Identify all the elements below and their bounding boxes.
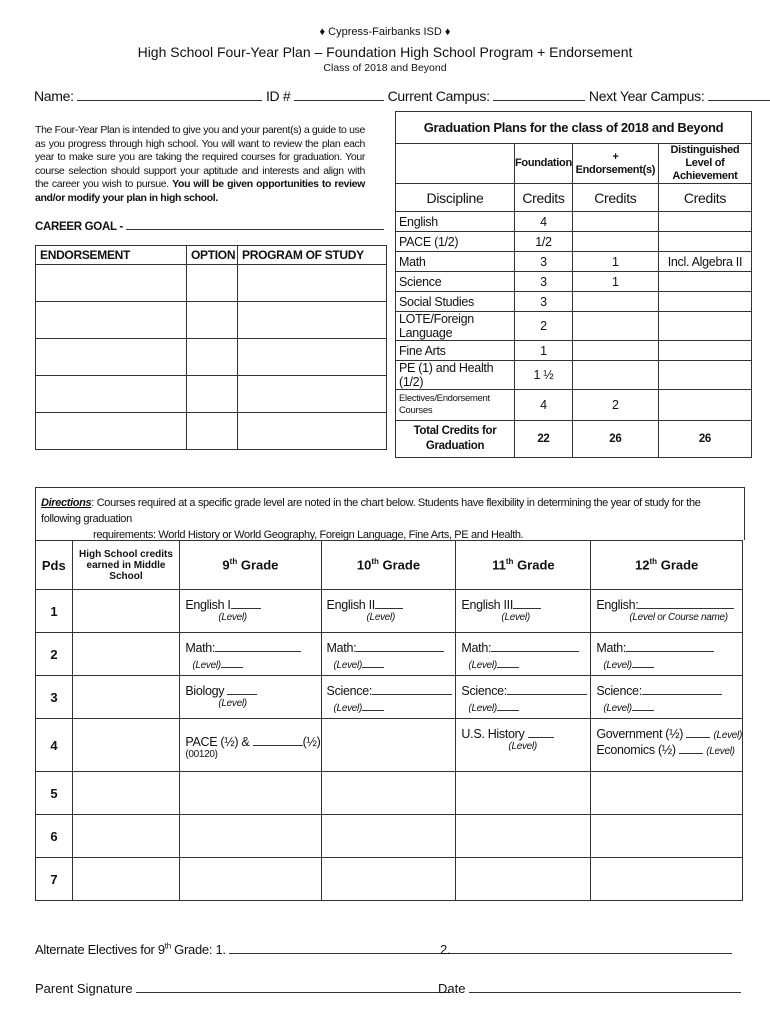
graduation-row bbox=[396, 212, 752, 232]
discipline-cell: PE (1) and Health (1/2) bbox=[396, 361, 515, 390]
intro-bold-text: You will be given opportunities to review and/or modify your plan in high school. bbox=[35, 178, 365, 204]
graduation-plans-table bbox=[395, 111, 752, 458]
date-line: Date bbox=[438, 980, 741, 996]
endorsement-credit-cell bbox=[572, 232, 658, 252]
grade-11-cell[interactable]: English III (Level) bbox=[456, 590, 591, 633]
directions-body-2: requirements: World History or World Geography, Foreign Language, Fine Arts, PE and Health. bbox=[93, 529, 524, 541]
blank-header-cell bbox=[396, 144, 515, 184]
option-cell[interactable] bbox=[187, 339, 238, 376]
endorsement-header: ENDORSEMENT bbox=[36, 246, 187, 265]
document-subtitle: Class of 2018 and Beyond bbox=[323, 62, 447, 74]
discipline-cell: Science bbox=[396, 272, 515, 292]
option-cell[interactable] bbox=[187, 413, 238, 450]
graduation-row bbox=[396, 361, 752, 390]
program-cell[interactable] bbox=[238, 413, 387, 450]
distinguished-credit-cell bbox=[658, 272, 751, 292]
distinguished-credit-cell bbox=[658, 312, 751, 341]
name-field[interactable] bbox=[77, 88, 262, 101]
directions-label: Directions bbox=[41, 497, 92, 509]
endorsement-row bbox=[36, 265, 387, 302]
period-row bbox=[36, 633, 743, 676]
graduation-row bbox=[396, 312, 752, 341]
program-cell[interactable] bbox=[238, 339, 387, 376]
period-row bbox=[36, 590, 743, 633]
hs-credits-header: High School credits earned in Middle School bbox=[72, 541, 180, 590]
program-cell[interactable] bbox=[238, 376, 387, 413]
electives-label: Electives/Endorsement Courses bbox=[396, 390, 515, 421]
intro-paragraph bbox=[35, 124, 365, 205]
grade-10-cell[interactable] bbox=[321, 858, 456, 901]
total-distinguished: 26 bbox=[658, 421, 751, 458]
grade-12-cell[interactable]: Math: (Level) bbox=[591, 633, 743, 676]
option-cell[interactable] bbox=[187, 302, 238, 339]
grade-9-cell[interactable]: Math: (Level) bbox=[180, 633, 321, 676]
discipline-cell: English bbox=[396, 212, 515, 232]
period-row bbox=[36, 772, 743, 815]
foundation-credit-cell: 3 bbox=[515, 272, 573, 292]
grade-10-cell[interactable] bbox=[321, 719, 456, 772]
total-endorsement: 26 bbox=[572, 421, 658, 458]
foundation-credit-cell: 3 bbox=[515, 252, 573, 272]
graduation-table-title: Graduation Plans for the class of 2018 and Beyond bbox=[396, 112, 752, 144]
grade-9-header: 9th Grade bbox=[180, 541, 321, 590]
grade-11-cell[interactable]: Science: (Level) bbox=[456, 676, 591, 719]
directions-box bbox=[35, 487, 745, 540]
endorsement-cell[interactable] bbox=[36, 376, 187, 413]
alternate-electives-line: Alternate Electives for 9th Grade: 1. bbox=[35, 941, 461, 957]
distinguished-credit-cell bbox=[658, 232, 751, 252]
period-row bbox=[36, 676, 743, 719]
endorsement-cell[interactable] bbox=[36, 413, 187, 450]
grade-9-cell[interactable]: English I (Level) bbox=[180, 590, 321, 633]
grade-9-cell[interactable] bbox=[180, 815, 321, 858]
grade-9-cell[interactable] bbox=[180, 858, 321, 901]
grade-12-header: 12th Grade bbox=[591, 541, 743, 590]
graduation-row bbox=[396, 341, 752, 361]
option-header: OPTION bbox=[187, 246, 238, 265]
grade-12-cell[interactable] bbox=[591, 772, 743, 815]
period-number: 4 bbox=[36, 719, 73, 772]
grade-11-header: 11th Grade bbox=[456, 541, 591, 590]
career-goal-label: CAREER GOAL - bbox=[35, 221, 123, 233]
grade-9-cell[interactable]: Biology (Level) bbox=[180, 676, 321, 719]
foundation-credit-cell: 1 ½ bbox=[515, 361, 573, 390]
electives-foundation: 4 bbox=[515, 390, 573, 421]
discipline-cell: Social Studies bbox=[396, 292, 515, 312]
period-row bbox=[36, 858, 743, 901]
alt-elective-2-field[interactable] bbox=[454, 941, 732, 954]
distinguished-credit-cell bbox=[658, 361, 751, 390]
distinguished-header: Distinguished Level of Achievement bbox=[658, 144, 751, 184]
discipline-cell: Fine Arts bbox=[396, 341, 515, 361]
hs-credit-cell[interactable] bbox=[72, 858, 180, 901]
name-label: Name: bbox=[34, 88, 74, 104]
period-number: 5 bbox=[36, 772, 73, 815]
endorsement-cell[interactable] bbox=[36, 265, 187, 302]
distinguished-credit-cell bbox=[658, 292, 751, 312]
graduation-row bbox=[396, 292, 752, 312]
foundation-header: Foundation bbox=[515, 144, 573, 184]
grade-10-cell[interactable]: Math: (Level) bbox=[321, 633, 456, 676]
foundation-credit-cell: 4 bbox=[515, 212, 573, 232]
document-title: High School Four-Year Plan – Foundation High School Program + Endorsement bbox=[137, 44, 633, 60]
endorsement-credit-cell: 1 bbox=[572, 252, 658, 272]
four-year-grade-table bbox=[35, 540, 743, 901]
grade-10-cell[interactable] bbox=[321, 815, 456, 858]
pds-header: Pds bbox=[36, 541, 73, 590]
foundation-credit-cell: 3 bbox=[515, 292, 573, 312]
electives-distinguished bbox=[658, 390, 751, 421]
endorsement-credit-cell bbox=[572, 361, 658, 390]
graduation-row bbox=[396, 252, 752, 272]
endorsement-row bbox=[36, 413, 387, 450]
distinguished-credit-cell bbox=[658, 341, 751, 361]
credits-header: Credits bbox=[515, 184, 573, 212]
total-credits-label: Total Credits for Graduation bbox=[396, 421, 515, 458]
foundation-credit-cell: 1/2 bbox=[515, 232, 573, 252]
electives-endorsement: 2 bbox=[572, 390, 658, 421]
alternate-electives-2: 2. bbox=[440, 941, 732, 957]
discipline-cell: PACE (1/2) bbox=[396, 232, 515, 252]
period-row bbox=[36, 815, 743, 858]
id-label: ID # bbox=[265, 88, 291, 104]
grade-12-cell[interactable]: Science: (Level) bbox=[591, 676, 743, 719]
intro-text: The Four-Year Plan is intended to give you and your parent(s) a guide to use as you progress through high school. You will want to review the plan each year to make sure you are taking the required courses for graduation. Your course selection should support your aptitude and interests and align with the career you wish to pursue. bbox=[35, 124, 365, 190]
foundation-credit-cell: 2 bbox=[515, 312, 573, 341]
period-number: 3 bbox=[36, 676, 73, 719]
program-cell[interactable] bbox=[238, 265, 387, 302]
career-goal bbox=[35, 217, 384, 233]
grade-10-cell[interactable]: English II (Level) bbox=[321, 590, 456, 633]
parent-signature-line: Parent Signature bbox=[35, 980, 450, 996]
career-goal-field[interactable] bbox=[126, 217, 384, 230]
option-cell[interactable] bbox=[187, 376, 238, 413]
graduation-row bbox=[396, 272, 752, 292]
hs-credit-cell[interactable] bbox=[72, 590, 180, 633]
date-field[interactable] bbox=[469, 980, 741, 993]
program-cell[interactable] bbox=[238, 302, 387, 339]
grade-12-cell[interactable]: Government (½) (Level) Economics (½) (Level) bbox=[591, 719, 743, 772]
grade-12-cell[interactable] bbox=[591, 858, 743, 901]
discipline-cell: LOTE/Foreign Language bbox=[396, 312, 515, 341]
grade-11-cell[interactable]: U.S. History (Level) bbox=[456, 719, 591, 772]
period-number: 6 bbox=[36, 815, 73, 858]
endorsement-credit-cell bbox=[572, 341, 658, 361]
alt-elective-1-field[interactable] bbox=[229, 941, 461, 954]
current-campus-label: Current Campus: bbox=[387, 88, 490, 104]
next-campus-field[interactable] bbox=[708, 88, 770, 101]
grade-12-cell[interactable] bbox=[591, 815, 743, 858]
hs-credit-cell[interactable] bbox=[72, 815, 180, 858]
distinguished-credit-cell bbox=[658, 212, 751, 232]
grade-10-header: 10th Grade bbox=[321, 541, 456, 590]
grade-11-cell[interactable] bbox=[456, 815, 591, 858]
endorsement-cell[interactable] bbox=[36, 302, 187, 339]
district-header: ♦ Cypress-Fairbanks ISD ♦ bbox=[319, 26, 451, 38]
endorsement-table bbox=[35, 245, 387, 450]
credits-header: Credits bbox=[572, 184, 658, 212]
graduation-row bbox=[396, 232, 752, 252]
grade-11-cell[interactable] bbox=[456, 772, 591, 815]
endorsement-row bbox=[36, 376, 387, 413]
total-foundation: 22 bbox=[515, 421, 573, 458]
distinguished-credit-cell: Incl. Algebra II bbox=[658, 252, 751, 272]
period-number: 1 bbox=[36, 590, 73, 633]
grade-12-cell[interactable]: English: (Level or Course name) bbox=[591, 590, 743, 633]
option-cell[interactable] bbox=[187, 265, 238, 302]
foundation-credit-cell: 1 bbox=[515, 341, 573, 361]
discipline-cell: Math bbox=[396, 252, 515, 272]
current-campus-field[interactable] bbox=[493, 88, 585, 101]
endorsement-cell[interactable] bbox=[36, 339, 187, 376]
endorsement-credit-cell bbox=[572, 212, 658, 232]
endorsement-credit-cell bbox=[572, 312, 658, 341]
hs-credit-cell[interactable] bbox=[72, 772, 180, 815]
endorsements-header: + Endorsement(s) bbox=[572, 144, 658, 184]
grade-9-cell[interactable]: PACE (½) & (½) (00120) bbox=[180, 719, 321, 772]
id-field[interactable] bbox=[294, 88, 384, 101]
endorsement-credit-cell: 1 bbox=[572, 272, 658, 292]
hs-credit-cell[interactable] bbox=[72, 676, 180, 719]
directions-body: : Courses required at a specific grade level are noted in the chart below. Students have flexibility in determining the year of study for the following graduation bbox=[41, 497, 701, 525]
grade-10-cell[interactable] bbox=[321, 772, 456, 815]
directions-text bbox=[41, 495, 741, 543]
endorsement-row bbox=[36, 302, 387, 339]
period-number: 2 bbox=[36, 633, 73, 676]
hs-credit-cell[interactable] bbox=[72, 633, 180, 676]
credits-header: Credits bbox=[658, 184, 751, 212]
program-of-study-header: PROGRAM OF STUDY bbox=[238, 246, 387, 265]
endorsement-row bbox=[36, 339, 387, 376]
period-row bbox=[36, 719, 743, 772]
period-number: 7 bbox=[36, 858, 73, 901]
student-info-line bbox=[34, 88, 770, 104]
hs-credit-cell[interactable] bbox=[72, 719, 180, 772]
endorsement-credit-cell bbox=[572, 292, 658, 312]
parent-signature-field[interactable] bbox=[136, 980, 450, 993]
grade-9-cell[interactable] bbox=[180, 772, 321, 815]
grade-10-cell[interactable]: Science: (Level) bbox=[321, 676, 456, 719]
discipline-header: Discipline bbox=[396, 184, 515, 212]
grade-11-cell[interactable]: Math: (Level) bbox=[456, 633, 591, 676]
grade-11-cell[interactable] bbox=[456, 858, 591, 901]
next-campus-label: Next Year Campus: bbox=[588, 88, 705, 104]
